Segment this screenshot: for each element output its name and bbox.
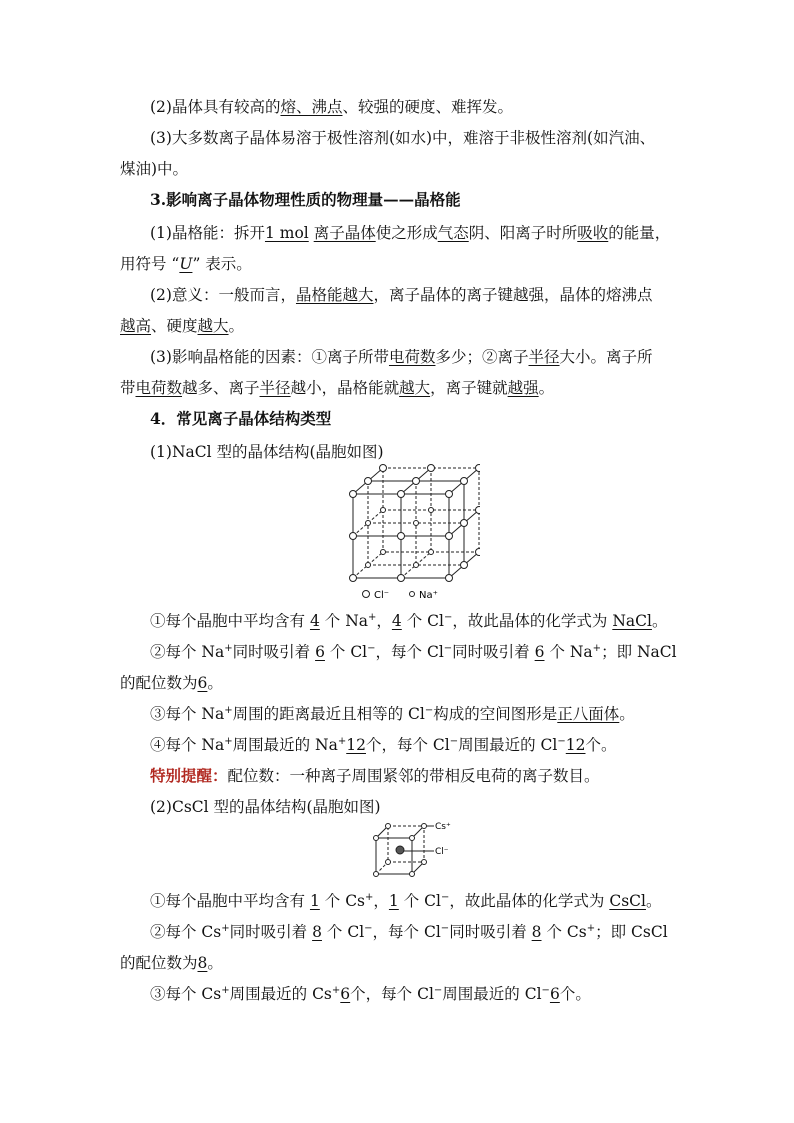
ion xyxy=(350,491,357,498)
answer: 8 xyxy=(531,923,542,941)
text: ③每个 Na xyxy=(150,705,225,723)
text: 个。 xyxy=(585,736,617,754)
text: 。 xyxy=(651,612,668,630)
text: 的能量， xyxy=(608,224,671,242)
ion xyxy=(410,836,415,841)
text: 个 Na xyxy=(324,612,368,630)
special-tip xyxy=(150,765,600,787)
text: (3)影响晶格能的因素：①离子所带 xyxy=(150,348,389,366)
text: 个。 xyxy=(559,985,591,1003)
text: ，故此晶体的化学式为 xyxy=(452,612,608,630)
legend-cl-label: Cl⁻ xyxy=(374,590,390,601)
cscl-unit-cell-figure xyxy=(370,820,460,882)
charge: + xyxy=(224,705,233,716)
answer: 正八面体 xyxy=(557,705,620,723)
text: 。 xyxy=(538,379,555,397)
text: 。 xyxy=(645,892,662,910)
text: 周围最近的 Na xyxy=(232,736,338,754)
ion-small xyxy=(414,521,419,526)
text: ②每个 Cs xyxy=(150,923,222,941)
nacl-statement-3 xyxy=(150,703,635,725)
underlined-term: 1 mol xyxy=(264,224,309,242)
ion xyxy=(446,491,453,498)
charge: + xyxy=(368,612,377,623)
text: 阴、阳离子时所 xyxy=(468,224,578,242)
underlined-term: 越大 xyxy=(197,317,229,335)
charge: − xyxy=(449,736,459,747)
legend-cl-marker xyxy=(363,591,370,598)
factors-line2 xyxy=(120,377,554,399)
charge: − xyxy=(541,985,550,996)
answer: 4 xyxy=(309,612,320,630)
text: ， xyxy=(376,612,392,630)
text: ，故此晶体的化学式为 xyxy=(449,892,605,910)
cscl-statement-3 xyxy=(150,983,591,1005)
text: (1)晶格能：拆开 xyxy=(150,224,265,242)
charge: − xyxy=(433,985,443,996)
tip-label: 特别提醒： xyxy=(150,766,228,785)
text: 个 Na xyxy=(549,643,593,661)
ion-small xyxy=(429,508,434,513)
text: (2)意义：一般而言， xyxy=(150,286,296,304)
text: 大小。离子所 xyxy=(559,348,653,366)
legend-na-label: Na⁺ xyxy=(419,590,438,601)
ion xyxy=(422,860,427,865)
ion-small xyxy=(366,563,371,568)
text: ；即 NaCl xyxy=(601,643,677,661)
text: ，每个 Cl xyxy=(375,643,444,661)
ion-small xyxy=(414,563,419,568)
text: 周围最近的 Cl xyxy=(442,985,542,1003)
text: ，每个 Cl xyxy=(372,923,441,941)
ion xyxy=(398,575,405,582)
answer: 6 xyxy=(315,643,325,661)
text: 、较强的硬度、难挥发。 xyxy=(342,98,513,116)
section-3-heading: 3.影响离子晶体物理性质的物理量——晶格能 xyxy=(150,190,461,209)
text: 的配位数为 xyxy=(120,954,198,972)
cscl-statement-2-cont xyxy=(120,952,223,974)
text: ；即 CsCl xyxy=(595,923,668,941)
lattice-energy-def-line1 xyxy=(150,222,670,244)
text: ①每个晶胞中平均含有 xyxy=(150,892,306,910)
ion-small xyxy=(366,521,371,526)
answer: 1 xyxy=(309,892,320,910)
text: 个 Cl xyxy=(326,923,365,941)
underlined-term: 晶格能越大 xyxy=(295,286,374,304)
charge: + xyxy=(221,923,230,934)
ion-small xyxy=(381,550,386,555)
text: ，离子晶体的离子键越强，晶体的熔沸点 xyxy=(373,286,653,304)
tip-text: 配位数：一种离子周围紧邻的带相反电荷的离子数目。 xyxy=(227,767,600,785)
lattice-energy-def-line2 xyxy=(120,253,252,275)
text: 周围的距离最近且相等的 Cl xyxy=(232,705,425,723)
charge: + xyxy=(337,736,347,747)
text: 个，每个 Cl xyxy=(365,736,450,754)
charge: + xyxy=(224,643,233,654)
text: 。 xyxy=(207,674,223,692)
text: ①每个晶胞中平均含有 xyxy=(150,612,306,630)
ion xyxy=(380,465,387,472)
text: 。 xyxy=(228,317,245,335)
ion xyxy=(476,507,481,514)
answer: 1 xyxy=(388,892,399,910)
text: ， xyxy=(373,892,389,910)
ion xyxy=(386,860,391,865)
underlined-term: 气态 xyxy=(437,224,469,242)
underlined-term: 熔、沸点 xyxy=(280,98,343,116)
text: (2)晶体具有较高的 xyxy=(150,98,281,116)
charge: − xyxy=(443,643,453,654)
text: 个 Cl xyxy=(329,643,368,661)
legend-na-marker xyxy=(410,592,415,597)
nacl-unit-cell-figure xyxy=(340,462,480,602)
ion xyxy=(461,478,468,485)
underlined-term: 越强 xyxy=(507,379,539,397)
meaning-line2 xyxy=(120,315,244,337)
ion xyxy=(374,872,379,877)
text: 用符号 “ xyxy=(120,255,180,273)
answer: 12 xyxy=(346,736,366,754)
nacl-statement-4 xyxy=(150,734,617,756)
ion xyxy=(410,872,415,877)
underlined-term: 离子晶体 xyxy=(313,224,376,242)
section-4-heading: 4．常见离子晶体结构类型 xyxy=(150,409,332,428)
nacl-statement-2 xyxy=(150,641,677,663)
text: 越小，晶格能就 xyxy=(290,379,400,397)
underlined-term: 越高 xyxy=(120,317,152,335)
ion-small xyxy=(429,550,434,555)
text: 个，每个 Cl xyxy=(350,985,434,1003)
nacl-statement-1 xyxy=(150,610,667,632)
text: 周围最近的 Cs xyxy=(229,985,332,1003)
ion xyxy=(365,478,372,485)
answer: 6 xyxy=(549,985,560,1003)
cscl-statement-1 xyxy=(150,890,661,912)
text: 同时吸引着 xyxy=(449,923,527,941)
underlined-term: 半径 xyxy=(259,379,291,397)
text: ②每个 Na xyxy=(150,643,225,661)
cscl-cs-label: Cs⁺ xyxy=(435,822,451,832)
ion xyxy=(350,533,357,540)
factors-line1 xyxy=(150,346,653,368)
ion xyxy=(446,533,453,540)
ion xyxy=(398,533,405,540)
charge: − xyxy=(443,612,453,623)
ion xyxy=(461,520,468,527)
charge: + xyxy=(365,892,374,903)
charge: − xyxy=(367,643,376,654)
property-2-line xyxy=(150,96,513,118)
underlined-term: 吸收 xyxy=(577,224,609,242)
answer: NaCl xyxy=(612,612,652,630)
ion xyxy=(386,824,391,829)
charge: + xyxy=(586,923,596,934)
nacl-heading: (1)NaCl 型的晶体结构(晶胞如图) xyxy=(150,443,384,461)
underlined-term: 电荷数 xyxy=(388,348,436,366)
text: 个 Cl xyxy=(406,612,444,630)
nacl-statement-2-cont xyxy=(120,672,223,694)
text: 同时吸引着 xyxy=(232,643,311,661)
text: 。 xyxy=(619,705,635,723)
underlined-term: 半径 xyxy=(528,348,560,366)
charge: − xyxy=(440,892,450,903)
charge: + xyxy=(224,736,233,747)
text: ” 表示。 xyxy=(192,255,252,273)
cscl-cl-label: Cl⁻ xyxy=(435,847,449,857)
text: 、硬度 xyxy=(151,317,198,335)
text: 同时吸引着 xyxy=(452,643,530,661)
underlined-term: 越大 xyxy=(399,379,431,397)
answer: 6 xyxy=(534,643,545,661)
text: 周围最近的 Cl xyxy=(458,736,558,754)
meaning-line1 xyxy=(150,284,653,306)
cscl-center-ion xyxy=(396,846,404,854)
ion xyxy=(413,478,420,485)
text: 个 Cl xyxy=(403,892,441,910)
charge: − xyxy=(424,705,434,716)
text: ④每个 Na xyxy=(150,736,225,754)
ion xyxy=(476,465,481,472)
charge: + xyxy=(592,643,602,654)
answer: CsCl xyxy=(609,892,646,910)
ion xyxy=(461,562,468,569)
text: 同时吸引着 xyxy=(229,923,308,941)
text: 越多、离子 xyxy=(182,379,260,397)
ion xyxy=(350,575,357,582)
charge: + xyxy=(331,985,341,996)
ion xyxy=(374,836,379,841)
text: 构成的空间图形是 xyxy=(433,705,558,723)
text: 的配位数为 xyxy=(120,674,198,692)
answer: 4 xyxy=(391,612,402,630)
answer: 6 xyxy=(197,674,208,692)
underlined-term: 电荷数 xyxy=(135,379,183,397)
text: 。 xyxy=(207,954,223,972)
text: 个 Cs xyxy=(546,923,587,941)
charge: + xyxy=(221,985,230,996)
ion xyxy=(398,491,405,498)
property-3-line1: (3)大多数离子晶体易溶于极性溶剂(如水)中，难溶于非极性溶剂(如汽油、 xyxy=(150,129,656,147)
answer: 12 xyxy=(565,736,586,754)
answer: 8 xyxy=(197,954,208,972)
charge: − xyxy=(364,923,373,934)
text: 使之形成 xyxy=(375,224,438,242)
charge: − xyxy=(440,923,450,934)
nacl-legend xyxy=(360,586,470,602)
ion xyxy=(446,575,453,582)
symbol-u: U xyxy=(179,255,193,273)
text: 带 xyxy=(120,379,136,397)
cscl-heading: (2)CsCl 型的晶体结构(晶胞如图) xyxy=(150,798,381,816)
answer: 8 xyxy=(312,923,322,941)
text: ③每个 Cs xyxy=(150,985,222,1003)
answer: 6 xyxy=(340,985,351,1003)
cscl-cell-edges xyxy=(376,826,434,874)
text: 个 Cs xyxy=(324,892,366,910)
ion xyxy=(428,465,435,472)
cscl-statement-2 xyxy=(150,921,668,943)
property-3-line2: 煤油)中。 xyxy=(120,160,189,178)
ion-small xyxy=(381,508,386,513)
text: 多少；②离子 xyxy=(435,348,529,366)
charge: − xyxy=(557,736,566,747)
ion xyxy=(476,549,481,556)
ion xyxy=(422,824,427,829)
text: ，离子键就 xyxy=(430,379,508,397)
